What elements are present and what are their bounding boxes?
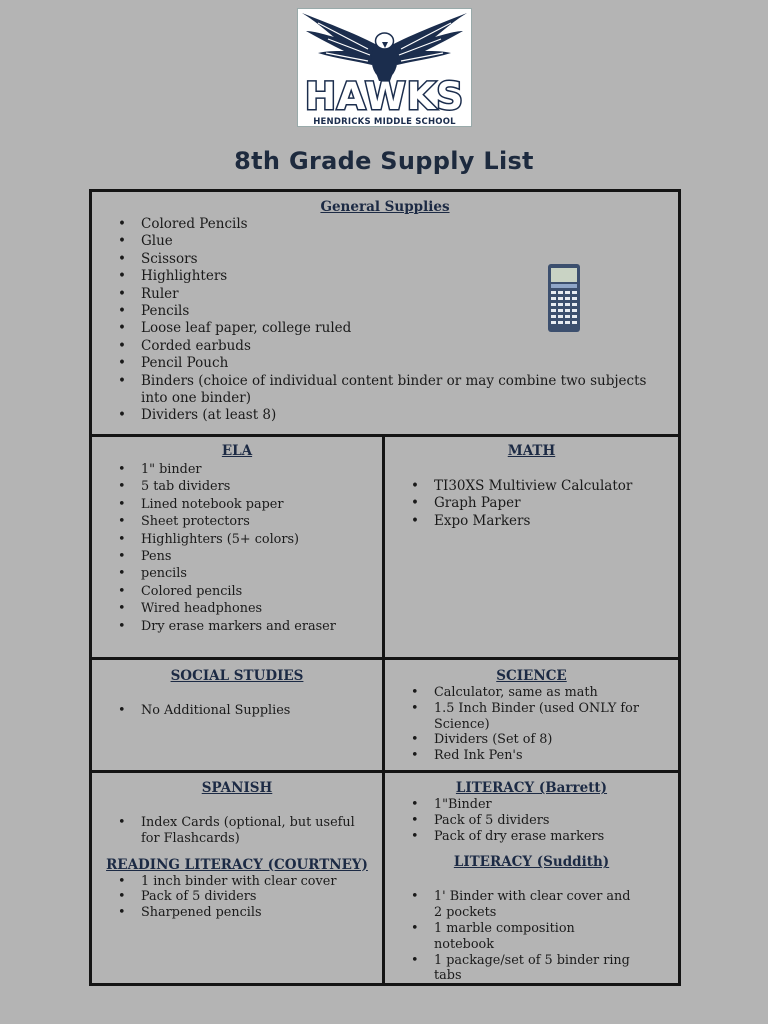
- list-item: • Pack of 5 dividers: [92, 889, 382, 905]
- list-item: • Colored Pencils: [92, 216, 678, 233]
- literacy-suddith-heading: LITERACY (Suddith): [453, 854, 610, 871]
- list-item: • Dry erase markers and eraser: [92, 618, 382, 635]
- list-item: • No Additional Supplies: [92, 703, 382, 719]
- row-divider: [89, 434, 681, 437]
- science-heading: SCIENCE: [496, 668, 567, 684]
- list-item: • 1.5 Inch Binder (used ONLY for Science): [385, 701, 678, 733]
- ela-heading: ELA: [221, 443, 253, 459]
- logo-subtitle: HENDRICKS MIDDLE SCHOOL: [313, 117, 456, 127]
- list-item: • 5 tab dividers: [92, 478, 382, 495]
- math-list: [385, 478, 678, 530]
- list-item: • Colored pencils: [92, 583, 382, 600]
- science-section: [385, 668, 678, 764]
- list-item: • 1"Binder: [385, 797, 678, 813]
- math-heading: MATH: [507, 443, 556, 459]
- general-supplies-section: [92, 199, 678, 425]
- spanish-list: [92, 815, 382, 847]
- literacy-barrett-heading: LITERACY (Barrett): [455, 780, 608, 796]
- list-item: • Red Ink Pen's: [385, 748, 678, 764]
- list-item: • Index Cards (optional, but useful for Flashcards): [92, 815, 372, 847]
- ela-section: [92, 443, 382, 635]
- list-item: • TI30XS Multiview Calculator: [385, 478, 678, 495]
- literacy-section: [385, 780, 678, 984]
- reading-literacy-heading: READING LITERACY (COURTNEY): [106, 856, 368, 873]
- literacy-suddith-list: [385, 889, 678, 984]
- list-item: • Wired headphones: [92, 600, 382, 617]
- spanish-section: [92, 780, 382, 921]
- list-item: • Highlighters (5+ colors): [92, 531, 382, 548]
- row-divider: [89, 657, 681, 660]
- general-supplies-heading: General Supplies: [320, 199, 450, 215]
- list-item: • Dividers (Set of 8): [385, 732, 678, 748]
- row-divider: [89, 770, 681, 773]
- list-item: • Pack of 5 dividers: [385, 813, 678, 829]
- literacy-barrett-list: [385, 797, 678, 844]
- list-item: • Sharpened pencils: [92, 905, 382, 921]
- list-item: • 1" binder: [92, 461, 382, 478]
- list-item: • Ruler: [92, 286, 678, 303]
- list-item: • Pack of dry erase markers: [385, 829, 678, 845]
- science-list: [385, 685, 678, 764]
- list-item: • Lined notebook paper: [92, 496, 382, 513]
- math-section: [385, 443, 678, 530]
- logo-wordmark: HAWKS: [304, 75, 465, 118]
- school-logo: [297, 8, 472, 127]
- list-item: • Glue: [92, 233, 678, 250]
- ela-list: [92, 461, 382, 635]
- list-item: • 1 package/set of 5 binder ring tabs: [385, 953, 638, 985]
- list-item: • Pens: [92, 548, 382, 565]
- general-supplies-list: [92, 216, 678, 425]
- list-item: • 1 marble composition notebook: [385, 921, 638, 953]
- list-item: • pencils: [92, 565, 382, 582]
- list-item: • Expo Markers: [385, 513, 678, 530]
- social-studies-heading: SOCIAL STUDIES: [170, 668, 304, 684]
- list-item: • Calculator, same as math: [385, 685, 678, 701]
- spanish-heading: SPANISH: [201, 780, 273, 796]
- list-item: • Scissors: [92, 251, 678, 268]
- list-item: • 1' Binder with clear cover and 2 pockets: [385, 889, 638, 921]
- reading-literacy-list: [92, 874, 382, 921]
- social-studies-section: [92, 668, 382, 719]
- list-item: • Pencils: [92, 303, 678, 320]
- list-item: • Loose leaf paper, college ruled: [92, 320, 678, 337]
- list-item: • Graph Paper: [385, 495, 678, 512]
- page-title: 8th Grade Supply List: [234, 147, 534, 175]
- list-item: • Highlighters: [92, 268, 678, 285]
- list-item: • Corded earbuds: [92, 338, 678, 355]
- list-item: • Binders (choice of individual content binder or may combine two subjects into one binder): [92, 373, 678, 408]
- list-item: • Sheet protectors: [92, 513, 382, 530]
- list-item: • Pencil Pouch: [92, 355, 678, 372]
- social-studies-list: [92, 703, 382, 719]
- calculator-icon: [548, 264, 580, 332]
- list-item: • 1 inch binder with clear cover: [92, 874, 382, 890]
- list-item: • Dividers (at least 8): [92, 407, 678, 424]
